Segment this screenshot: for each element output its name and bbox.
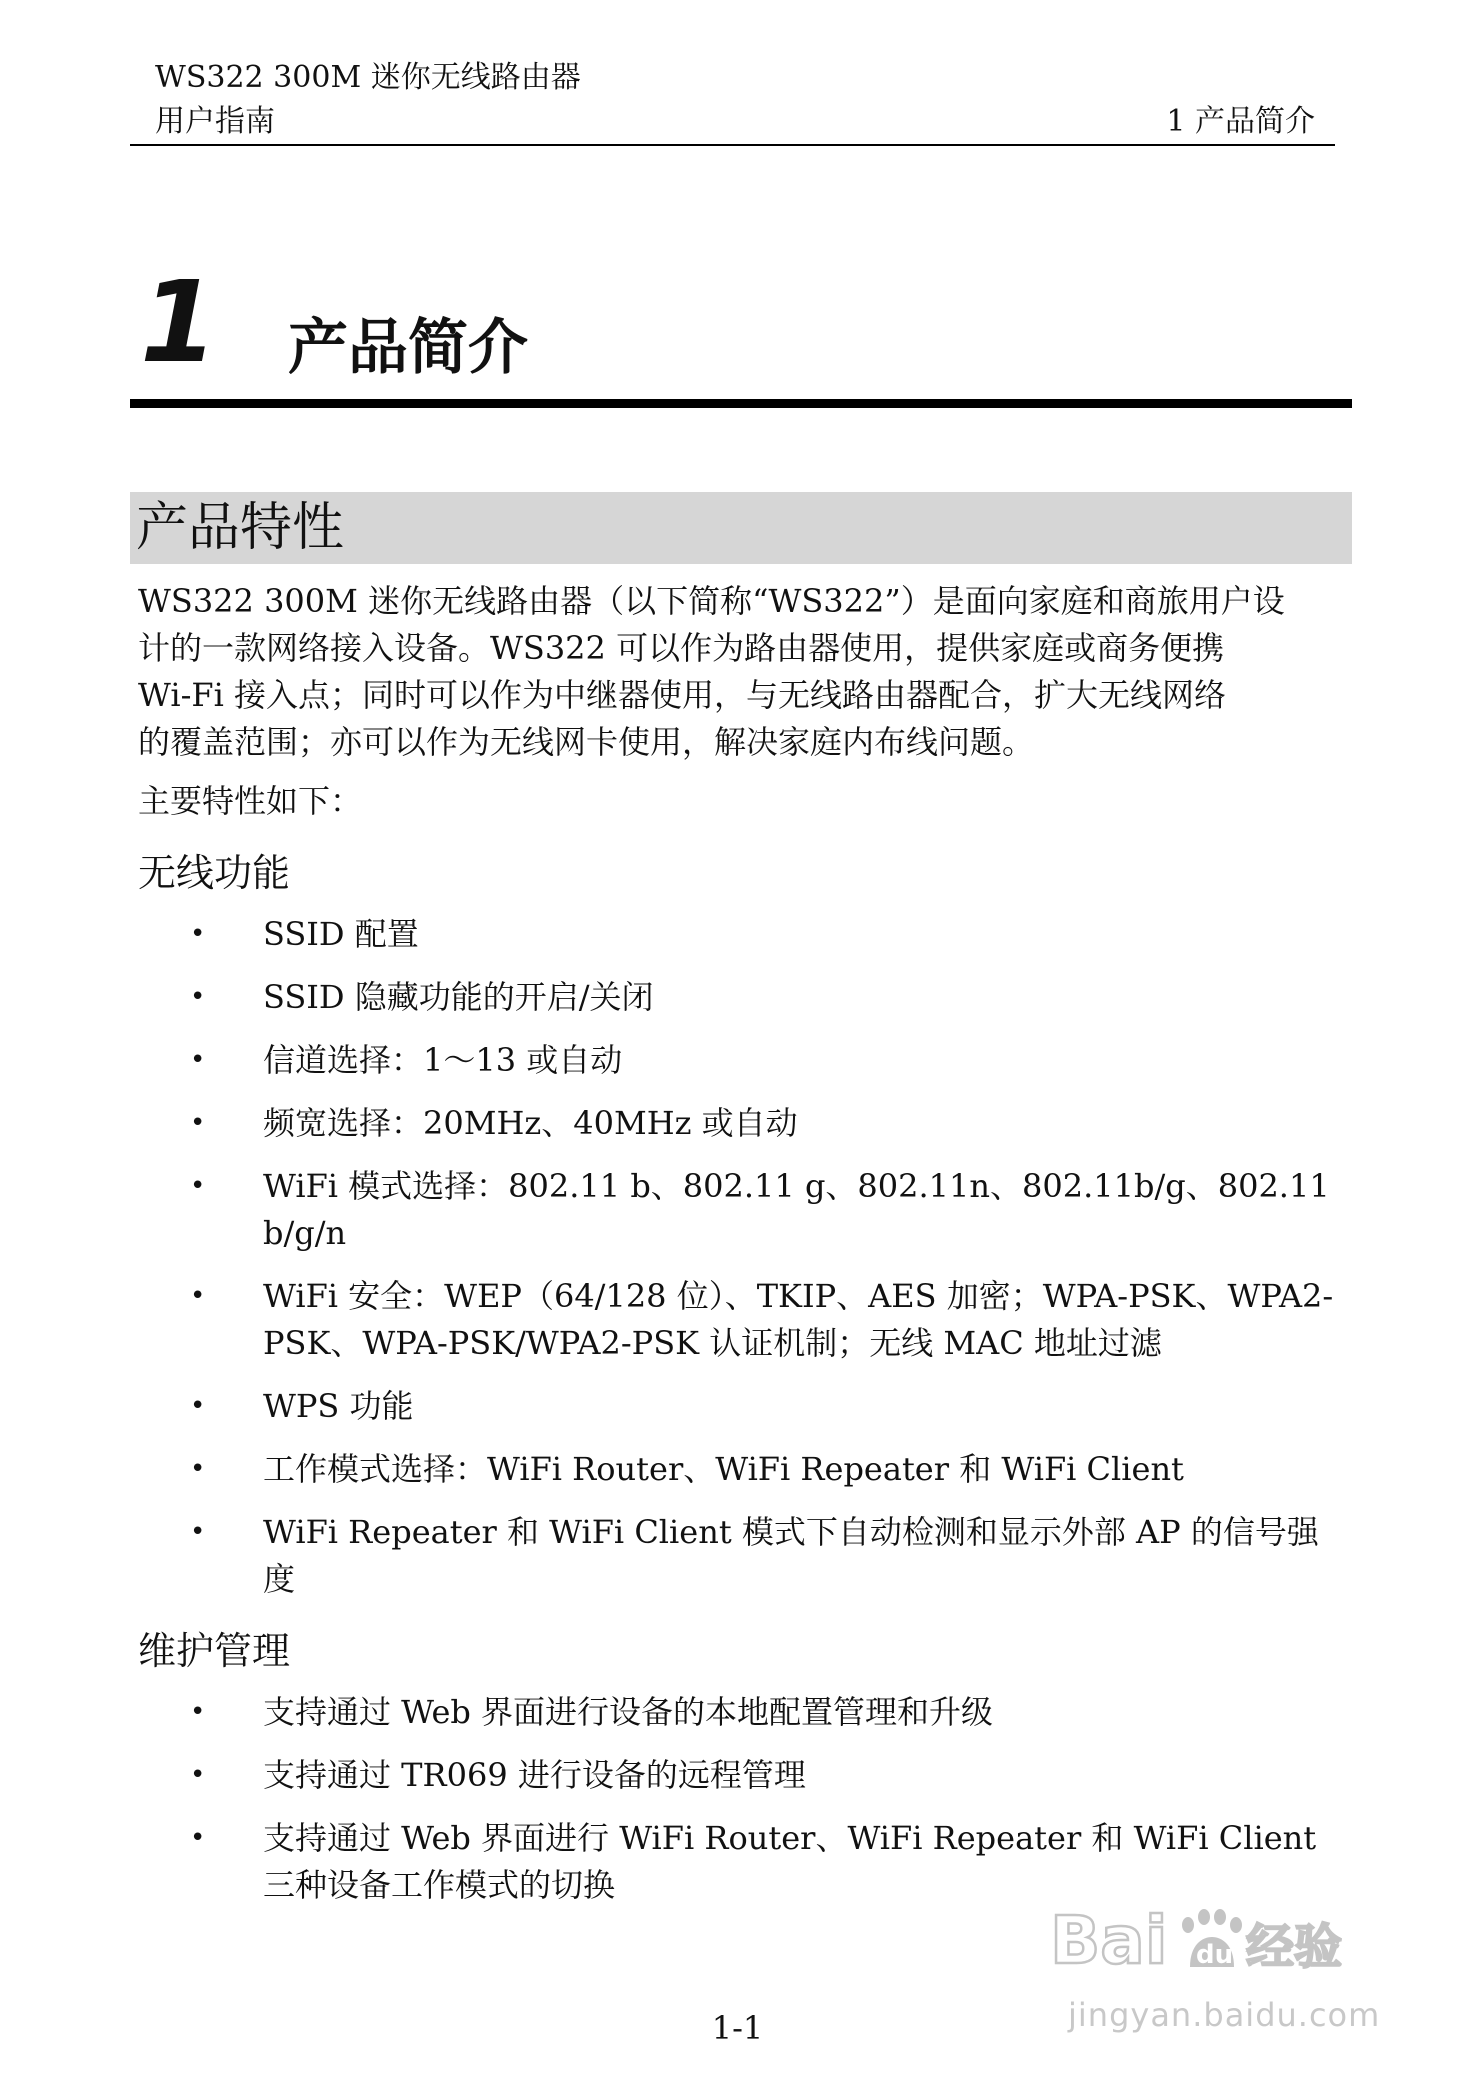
header-chapter-ref: 1 产品简介 <box>1166 104 1315 139</box>
svg-text:du: du <box>1196 1940 1234 1970</box>
svg-text:Bai: Bai <box>1050 1902 1168 1979</box>
list-item <box>138 1100 1343 1147</box>
baidu-jingyan-logo-icon <box>1050 1895 1350 1985</box>
bullet-icon: • <box>190 919 206 949</box>
bullet-icon: • <box>190 1823 206 1853</box>
features-lead: 主要特性如下： <box>138 782 363 820</box>
list-item <box>138 1273 1343 1367</box>
section-title: 产品特性 <box>136 498 345 558</box>
list-item-text: 频宽选择：20MHz、40MHz 或自动 <box>263 1104 798 1142</box>
chapter-title: 产品简介 <box>288 313 528 383</box>
list-item <box>138 1037 1343 1084</box>
bullet-icon: • <box>190 1697 206 1727</box>
list-item-text: SSID 隐藏功能的开启/关闭 <box>263 978 654 1016</box>
list-item <box>138 1446 1343 1493</box>
list-item-text: 支持通过 TR069 进行设备的远程管理 <box>263 1756 806 1794</box>
page-number: 1-1 <box>711 2009 764 2047</box>
bullet-icon: • <box>190 1391 206 1421</box>
intro-line: WS322 300M 迷你无线路由器（以下简称“WS322”）是面向家庭和商旅用户设 <box>138 582 1285 620</box>
bullet-icon: • <box>190 1045 206 1075</box>
list-item-text: WiFi 安全：WEP（64/128 位）、TKIP、AES 加密；WPA-PSK、WPA2-PSK、WPA-PSK/WPA2-PSK 认证机制；无线 MAC 地址过滤 <box>263 1277 1334 1362</box>
list-item-text: WPS 功能 <box>263 1387 414 1425</box>
intro-line: 的覆盖范围；亦可以作为无线网卡使用，解决家庭内布线问题。 <box>138 723 1035 761</box>
list-item-text: WiFi 模式选择：802.11 b、802.11 g、802.11n、802.11b/g、802.11 b/g/n <box>263 1167 1330 1252</box>
list-item <box>138 1509 1343 1603</box>
bullet-icon: • <box>190 1760 206 1790</box>
list-item <box>138 1752 1343 1799</box>
intro-paragraph <box>138 578 1343 766</box>
maintenance-heading: 维护管理 <box>138 1629 291 1673</box>
header-product-name: WS322 300M 迷你无线路由器 <box>155 60 581 95</box>
running-header <box>155 56 581 144</box>
chapter-number: 1 <box>140 258 218 388</box>
list-item-text: 工作模式选择：WiFi Router、WiFi Repeater 和 WiFi Client <box>263 1450 1184 1488</box>
baidu-watermark <box>1050 1895 1410 2045</box>
bullet-icon: • <box>190 1517 206 1547</box>
bullet-icon: • <box>190 1281 206 1311</box>
list-item <box>138 1689 1343 1736</box>
bullet-icon: • <box>190 1171 206 1201</box>
bullet-icon: • <box>190 1454 206 1484</box>
header-divider <box>130 144 1335 146</box>
header-doc-type: 用户指南 <box>155 104 275 139</box>
list-item-text: SSID 配置 <box>263 915 419 953</box>
intro-line: 计的一款网络接入设备。WS322 可以作为路由器使用，提供家庭或商务便携 <box>138 629 1225 667</box>
intro-line: Wi-Fi 接入点；同时可以作为中继器使用，与无线路由器配合，扩大无线网络 <box>138 676 1226 714</box>
document-body <box>138 578 1343 1925</box>
maintenance-feature-list <box>138 1689 1343 1909</box>
bullet-icon: • <box>190 1108 206 1138</box>
list-item <box>138 911 1343 958</box>
list-item <box>138 1163 1343 1257</box>
wireless-heading: 无线功能 <box>138 851 291 895</box>
section-heading-band <box>130 492 1352 564</box>
list-item <box>138 1383 1343 1430</box>
watermark-url: jingyan.baidu.com <box>1068 1996 1381 2034</box>
bullet-icon: • <box>190 982 206 1012</box>
list-item-text: WiFi Repeater 和 WiFi Client 模式下自动检测和显示外部 AP 的信号强度 <box>263 1513 1319 1598</box>
chapter-divider <box>130 399 1352 408</box>
wireless-feature-list <box>138 911 1343 1603</box>
list-item-text: 支持通过 Web 界面进行 WiFi Router、WiFi Repeater 和 WiFi Client 三种设备工作模式的切换 <box>263 1819 1317 1904</box>
list-item-text: 支持通过 Web 界面进行设备的本地配置管理和升级 <box>263 1693 994 1731</box>
list-item <box>138 974 1343 1021</box>
svg-text:经验: 经验 <box>1246 1919 1343 1975</box>
list-item-text: 信道选择：1～13 或自动 <box>263 1041 623 1079</box>
